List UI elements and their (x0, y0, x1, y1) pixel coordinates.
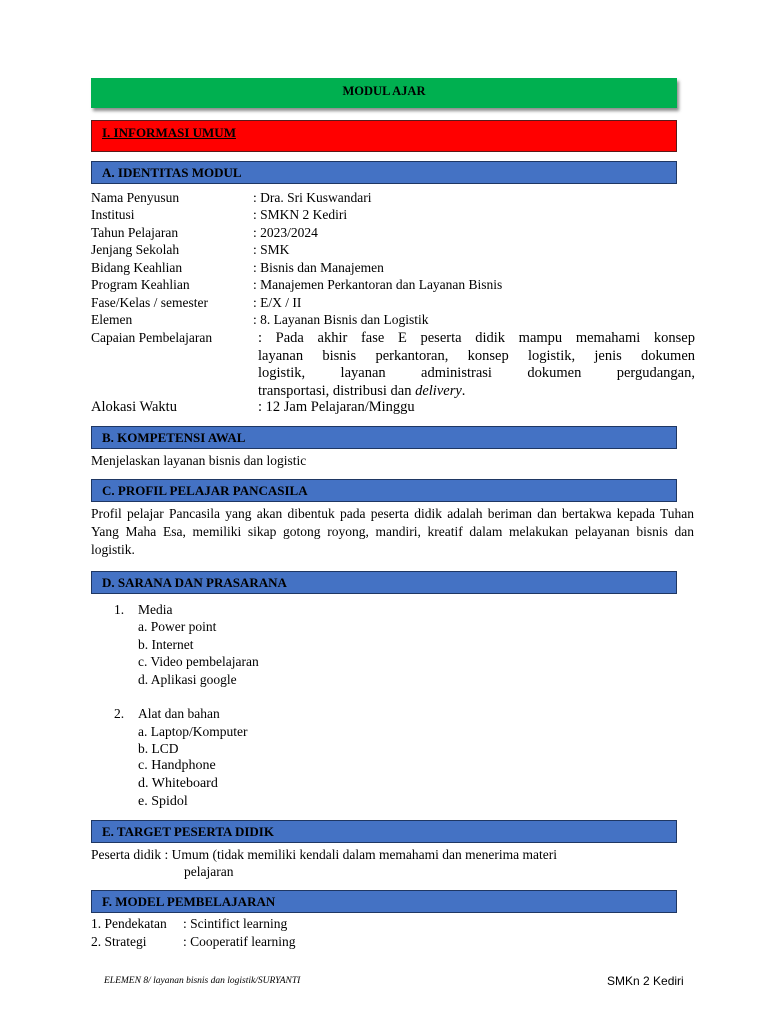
row-value: : Bisnis dan Manajemen (253, 260, 384, 275)
list-number: 1. (114, 602, 125, 617)
model-row-pendekatan (91, 916, 287, 932)
list-item: a. Power point (138, 619, 217, 634)
row-value: : Manajemen Perkantoran dan Layanan Bisnis (253, 277, 503, 292)
identitas-row-alokasi-waktu (91, 399, 415, 416)
capaian-pembelajaran-text (258, 330, 695, 400)
row-value: : SMKN 2 Kediri (253, 207, 348, 222)
row-label: Alokasi Waktu (91, 399, 177, 415)
list-title: Media (138, 602, 173, 617)
footer-left-text: ELEMEN 8/ layanan bisnis dan logistik/SURYANTI (104, 976, 301, 986)
list-title: Alat dan bahan (138, 706, 220, 721)
capaian-text-part: transportasi, distribusi dan (258, 382, 416, 399)
list-item: d. Whiteboard (138, 776, 218, 791)
list-item: b. LCD (138, 741, 179, 756)
section-d-heading: D. SARANA DAN PRASARANA (91, 571, 677, 594)
target-peserta-line: pelajaran (184, 864, 234, 879)
row-label: Nama Penyusun (91, 190, 180, 205)
target-peserta-line: Peserta didik : Umum (tidak memiliki kendali dalam memahami dan menerima materi (91, 847, 557, 862)
identitas-row-tahun-pelajaran (91, 225, 318, 241)
list-item: b. Internet (138, 637, 194, 652)
identitas-row-elemen (91, 312, 428, 328)
row-value: : Scintifict learning (183, 916, 288, 931)
capaian-text-part: . (461, 382, 466, 399)
row-label: 1. Pendekatan (91, 916, 167, 931)
row-value: : 12 Jam Pelajaran/Minggu (258, 399, 415, 415)
modul-ajar-title: MODUL AJAR (91, 78, 677, 108)
row-value: : E/X / II (253, 295, 302, 310)
section-c-heading: C. PROFIL PELAJAR PANCASILA (91, 479, 677, 502)
section-a-heading: A. IDENTITAS MODUL (91, 161, 677, 184)
list-alat-bahan (114, 706, 220, 722)
list-number: 2. (114, 706, 125, 721)
capaian-line: logistik, layanan administrasi dokumen pergudangan, (258, 365, 695, 381)
list-item: e. Spidol (138, 794, 188, 809)
footer-right-text: SMKn 2 Kediri (607, 974, 684, 988)
capaian-line: : Pada akhir fase E peserta didik mampu memahami konsep (258, 330, 695, 346)
identitas-row-fase-kelas (91, 295, 301, 311)
kompetensi-awal-text: Menjelaskan layanan bisnis dan logistic (91, 453, 307, 468)
capaian-line: layanan bisnis perkantoran, konsep logistik, jenis dokumen (258, 347, 695, 364)
row-label: Jenjang Sekolah (91, 242, 180, 257)
identitas-row-nama-penyusun (91, 190, 371, 206)
identitas-row-bidang-keahlian (91, 260, 384, 276)
model-row-strategi (91, 934, 295, 950)
list-media (114, 602, 173, 618)
identitas-row-jenjang-sekolah (91, 242, 289, 258)
row-label: Program Keahlian (91, 277, 190, 292)
section-b-heading: B. KOMPETENSI AWAL (91, 426, 677, 449)
capaian-emphasis: delivery (415, 382, 462, 399)
row-label: Tahun Pelajaran (91, 225, 179, 240)
row-value: : SMK (253, 242, 290, 257)
capaian-pembelajaran-label: Capaian Pembelajaran (91, 330, 213, 345)
row-value: : Cooperatif learning (183, 934, 296, 949)
list-item: c. Video pembelajaran (138, 654, 259, 669)
list-item: c. Handphone (138, 758, 216, 773)
section-f-heading: F. MODEL PEMBELAJARAN (91, 890, 677, 913)
identitas-row-institusi (91, 207, 347, 223)
row-label: Fase/Kelas / semester (91, 295, 208, 310)
row-label: Bidang Keahlian (91, 260, 183, 275)
row-value: : 8. Layanan Bisnis dan Logistik (253, 312, 429, 327)
identitas-row-program-keahlian (91, 277, 502, 293)
row-label: Institusi (91, 207, 135, 222)
list-item: a. Laptop/Komputer (138, 724, 248, 739)
profil-pelajar-text: Profil pelajar Pancasila yang akan dibentuk pada peserta didik adalah beriman dan bertakwa kepada Tuhan Yang Maha Esa, memiliki sikap gotong royong, mandiri, kreatif dalam melakukan pelayanan bisnis dan logistik. (91, 506, 694, 557)
list-item: d. Aplikasi google (138, 672, 237, 687)
informasi-umum-heading: I. INFORMASI UMUM (91, 120, 677, 152)
row-value: : 2023/2024 (253, 225, 318, 240)
capaian-line (258, 383, 695, 401)
row-value: : Dra. Sri Kuswandari (253, 190, 372, 205)
section-e-heading: E. TARGET PESERTA DIDIK (91, 820, 677, 843)
row-label: 2. Strategi (91, 934, 147, 949)
row-label: Elemen (91, 312, 133, 327)
